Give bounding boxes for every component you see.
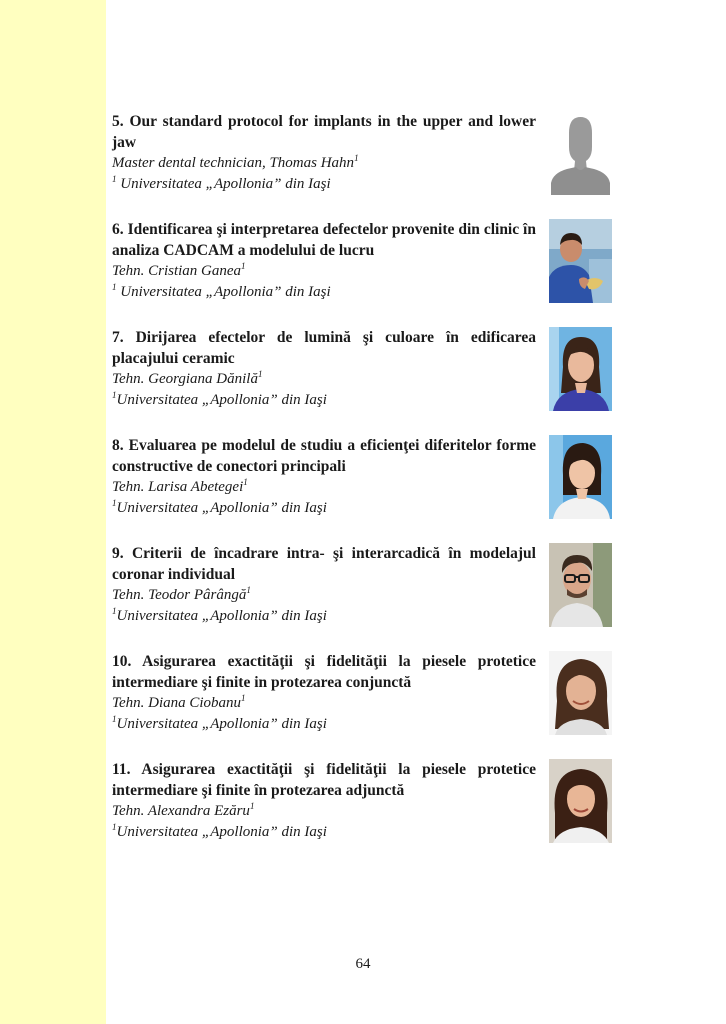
author-photo	[549, 759, 612, 843]
entry-author	[112, 369, 536, 390]
program-entry-8	[112, 435, 612, 519]
entry-title: 7. Dirijarea efectelor de lumină şi culoare în edificarea placajului ceramic	[112, 329, 536, 367]
page-number: 64	[355, 956, 371, 972]
portrait-woman-icon	[549, 327, 612, 411]
affiliation-name: Universitatea „Apollonia” din Iaşi	[116, 284, 331, 300]
portrait-man-lab-icon	[549, 219, 612, 303]
author-superscript: 1	[249, 801, 255, 811]
affiliation-name: Universitatea „Apollonia” din Iaşi	[116, 716, 327, 732]
entry-affiliation	[112, 606, 536, 627]
affiliation-superscript: 1	[112, 390, 117, 400]
entry-affiliation	[112, 282, 536, 303]
affiliation-name: Universitatea „Apollonia” din Iaşi	[116, 824, 327, 840]
entry-title: 11. Asigurarea exactităţii şi fidelităţii la piesele protetice intermediare şi finite în protezarea adjunctă	[112, 761, 536, 799]
affiliation-name: Universitatea „Apollonia” din Iaşi	[116, 500, 327, 516]
author-superscript: 1	[243, 477, 248, 487]
entry-title: 6. Identificarea şi interpretarea defectelor provenite din clinic în analiza CADCAM a modelului de lucru	[112, 221, 536, 259]
author-superscript: 1	[354, 153, 359, 163]
entry-author	[112, 153, 536, 174]
program-entry-9	[112, 543, 612, 627]
author-superscript: 1	[257, 369, 263, 379]
entry-affiliation	[112, 714, 536, 735]
program-entry-7	[112, 327, 612, 411]
affiliation-superscript: 1	[112, 282, 117, 292]
author-name: Tehn. Teodor Pârângă	[112, 587, 247, 603]
affiliation-superscript: 1	[112, 174, 117, 184]
entry-affiliation	[112, 822, 536, 843]
entry-affiliation	[112, 174, 536, 195]
author-superscript: 1	[246, 585, 251, 595]
author-photo	[549, 543, 612, 627]
affiliation-superscript: 1	[112, 822, 117, 832]
affiliation-name: Universitatea „Apollonia” din Iaşi	[116, 392, 327, 408]
author-photo	[549, 219, 612, 303]
program-entry-11	[112, 759, 612, 843]
entry-text	[112, 543, 536, 627]
entry-affiliation	[112, 390, 536, 411]
author-photo	[549, 327, 612, 411]
entry-title: 8. Evaluarea pe modelul de studiu a eficienţei diferitelor forme constructive de conectori principali	[112, 437, 536, 475]
author-name: Tehn. Larisa Abetegei	[112, 479, 244, 495]
portrait-woman-icon	[549, 759, 612, 843]
author-superscript: 1	[241, 261, 246, 271]
entry-text	[112, 111, 536, 195]
affiliation-superscript: 1	[112, 498, 117, 508]
entry-author	[112, 585, 536, 606]
entry-title: 5. Our standard protocol for implants in the upper and lower jaw	[112, 113, 536, 151]
entry-author	[112, 477, 536, 498]
entry-author	[112, 261, 536, 282]
entry-title: 9. Criterii de încadrare intra- şi interarcadică în modelajul coronar individual	[112, 545, 536, 583]
entry-text	[112, 651, 536, 735]
entry-title: 10. Asigurarea exactităţii şi fidelităţii la piesele protetice intermediare şi finite in protezarea conjunctă	[112, 653, 536, 691]
affiliation-superscript: 1	[112, 714, 117, 724]
entry-text	[112, 435, 536, 519]
entry-affiliation	[112, 498, 536, 519]
entry-author	[112, 801, 536, 822]
affiliation-name: Universitatea „Apollonia” din Iaşi	[116, 176, 331, 192]
author-name: Tehn. Diana Ciobanu	[112, 695, 242, 711]
portrait-man-glasses-icon	[549, 543, 612, 627]
author-photo	[549, 111, 612, 195]
author-name: Tehn. Cristian Ganea	[112, 263, 242, 279]
author-superscript: 1	[241, 693, 246, 703]
portrait-woman-icon	[549, 651, 612, 735]
author-name: Master dental technician, Thomas Hahn	[112, 155, 355, 171]
author-photo	[549, 651, 612, 735]
entry-text	[112, 327, 536, 411]
program-entry-5	[112, 111, 612, 195]
portrait-woman-icon	[549, 435, 612, 519]
author-photo	[549, 435, 612, 519]
entry-text	[112, 759, 536, 843]
author-name: Tehn. Georgiana Dănilă	[112, 371, 258, 387]
entry-text	[112, 219, 536, 303]
page-side-band	[0, 0, 106, 1024]
entry-author	[112, 693, 536, 714]
program-entry-6	[112, 219, 612, 303]
affiliation-name: Universitatea „Apollonia” din Iaşi	[116, 608, 327, 624]
affiliation-superscript: 1	[112, 606, 117, 616]
author-name: Tehn. Alexandra Ezăru	[112, 803, 250, 819]
program-entry-10	[112, 651, 612, 735]
placeholder-silhouette-icon	[549, 111, 612, 195]
